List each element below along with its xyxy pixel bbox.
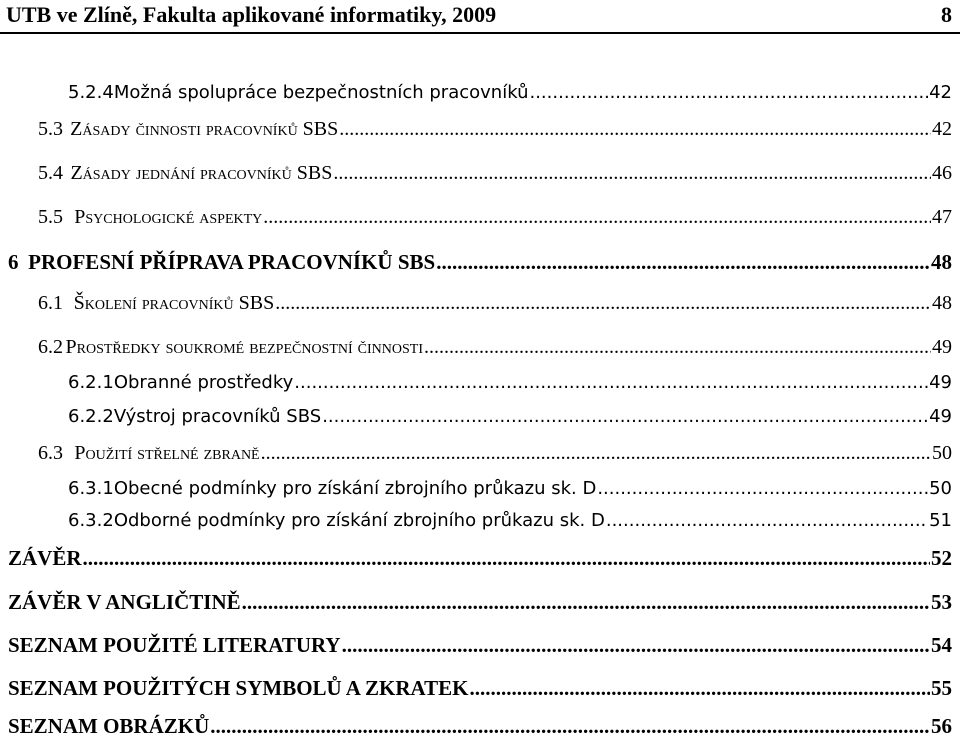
toc-entry-page: 49 xyxy=(929,372,952,393)
toc-entry[interactable] xyxy=(38,442,952,472)
toc-entry-title: Zásady jednání pracovníků SBS xyxy=(70,162,333,184)
toc-entry-page: 51 xyxy=(929,510,952,531)
toc-entry-number: 5.5 xyxy=(38,206,63,228)
toc-entry[interactable] xyxy=(38,292,952,322)
toc-leader-dots xyxy=(261,442,931,465)
toc-entry[interactable] xyxy=(68,82,952,112)
toc-entry[interactable] xyxy=(8,676,952,706)
page-header xyxy=(0,0,960,34)
toc-entry-title: SEZNAM POUŽITÉ LITERATURY xyxy=(8,633,341,657)
toc-entry-page: 48 xyxy=(931,250,952,274)
toc-entry-number: 6.1 xyxy=(38,292,63,314)
toc-entry[interactable] xyxy=(38,336,952,366)
toc-entry-page: 47 xyxy=(932,206,952,228)
toc-leader-dots xyxy=(342,633,930,658)
toc-entry[interactable] xyxy=(8,546,952,576)
toc-entry[interactable] xyxy=(68,478,952,508)
toc-entry[interactable] xyxy=(8,250,952,280)
toc-entry[interactable] xyxy=(38,206,952,236)
toc-entry[interactable] xyxy=(68,510,952,540)
toc-leader-dots xyxy=(294,372,928,393)
toc-entry-title: Možná spolupráce bezpečnostních pracovníků xyxy=(113,82,529,103)
toc-leader-dots xyxy=(263,206,931,229)
toc-entry-page: 49 xyxy=(932,336,952,358)
toc-leader-dots xyxy=(529,82,928,103)
toc-entry-title: Školení pracovníků SBS xyxy=(73,292,275,314)
header-page-number: 8 xyxy=(941,2,952,27)
toc-entry-page: 50 xyxy=(929,478,952,499)
toc-entry-title: Odborné podmínky pro získání zbrojního průkazu sk. D xyxy=(113,510,605,531)
toc-entry[interactable] xyxy=(38,162,952,192)
toc-leader-dots xyxy=(606,510,928,531)
toc-entry-title: SEZNAM POUŽITÝCH SYMBOLŮ A ZKRATEK xyxy=(8,676,469,700)
toc-entry-page: 52 xyxy=(931,546,952,570)
toc-entry-number: 6.2 xyxy=(38,336,63,358)
toc-entry-title: SEZNAM OBRÁZKŮ xyxy=(8,714,210,738)
toc-leader-dots xyxy=(275,292,931,315)
toc-leader-dots xyxy=(339,118,931,141)
toc-entry-page: 42 xyxy=(929,82,952,103)
toc-leader-dots xyxy=(424,336,931,359)
toc-entry[interactable] xyxy=(38,118,952,148)
toc-entry[interactable] xyxy=(8,714,952,744)
toc-entry-page: 56 xyxy=(931,714,952,738)
toc-entry-title: Obranné prostředky xyxy=(113,372,294,393)
toc-leader-dots xyxy=(470,676,930,701)
toc-entry-number: 6.3.2 xyxy=(68,510,114,531)
toc-entry-number: 6.3.1 xyxy=(68,478,114,499)
toc-entry-title: Zásady činnosti pracovníků SBS xyxy=(70,118,339,140)
toc-entry-page: 42 xyxy=(932,118,952,140)
header-title: UTB ve Zlíně, Fakulta aplikované informatiky, 2009 xyxy=(6,2,497,27)
toc-leader-dots xyxy=(333,162,931,185)
toc-entry-page: 55 xyxy=(931,676,952,700)
toc-leader-dots xyxy=(322,406,928,427)
toc-leader-dots xyxy=(210,714,930,739)
toc-entry-number: 6.2.2 xyxy=(68,406,114,427)
toc-entry-title: Obecné podmínky pro získání zbrojního průkazu sk. D xyxy=(113,478,597,499)
toc-entry-number: 6.3 xyxy=(38,442,63,464)
toc-entry-page: 49 xyxy=(929,406,952,427)
toc-entry[interactable] xyxy=(68,406,952,436)
toc-entry-page: 48 xyxy=(932,292,952,314)
toc-entry-number: 6.2.1 xyxy=(68,372,114,393)
toc-entry[interactable] xyxy=(8,590,952,620)
toc-entry-number: 6 xyxy=(8,250,19,274)
toc-entry-page: 46 xyxy=(932,162,952,184)
toc-leader-dots xyxy=(242,590,930,615)
toc-leader-dots xyxy=(597,478,928,499)
toc-entry[interactable] xyxy=(68,372,952,402)
toc-entry-title: PROFESNÍ PŘÍPRAVA PRACOVNÍKŮ SBS xyxy=(28,250,436,274)
toc-entry[interactable] xyxy=(8,633,952,663)
toc-entry-title: Výstroj pracovníků SBS xyxy=(113,406,322,427)
toc-entry-number: 5.4 xyxy=(38,162,63,184)
toc-leader-dots xyxy=(436,250,930,275)
toc-entry-page: 50 xyxy=(932,442,952,464)
toc-leader-dots xyxy=(83,546,930,571)
toc-entry-title: ZÁVĚR xyxy=(8,546,82,570)
toc-entry-number: 5.2.4 xyxy=(68,82,114,103)
toc-entry-title: Použití střelné zbraně xyxy=(74,442,260,464)
toc-entry-title: ZÁVĚR V ANGLIČTINĚ xyxy=(8,590,241,614)
toc-entry-page: 54 xyxy=(931,633,952,657)
toc-entry-page: 53 xyxy=(931,590,952,614)
toc-entry-title: Psychologické aspekty xyxy=(74,206,263,228)
toc-entry-title: Prostředky soukromé bezpečnostní činnosti xyxy=(65,336,423,358)
toc-entry-number: 5.3 xyxy=(38,118,63,140)
